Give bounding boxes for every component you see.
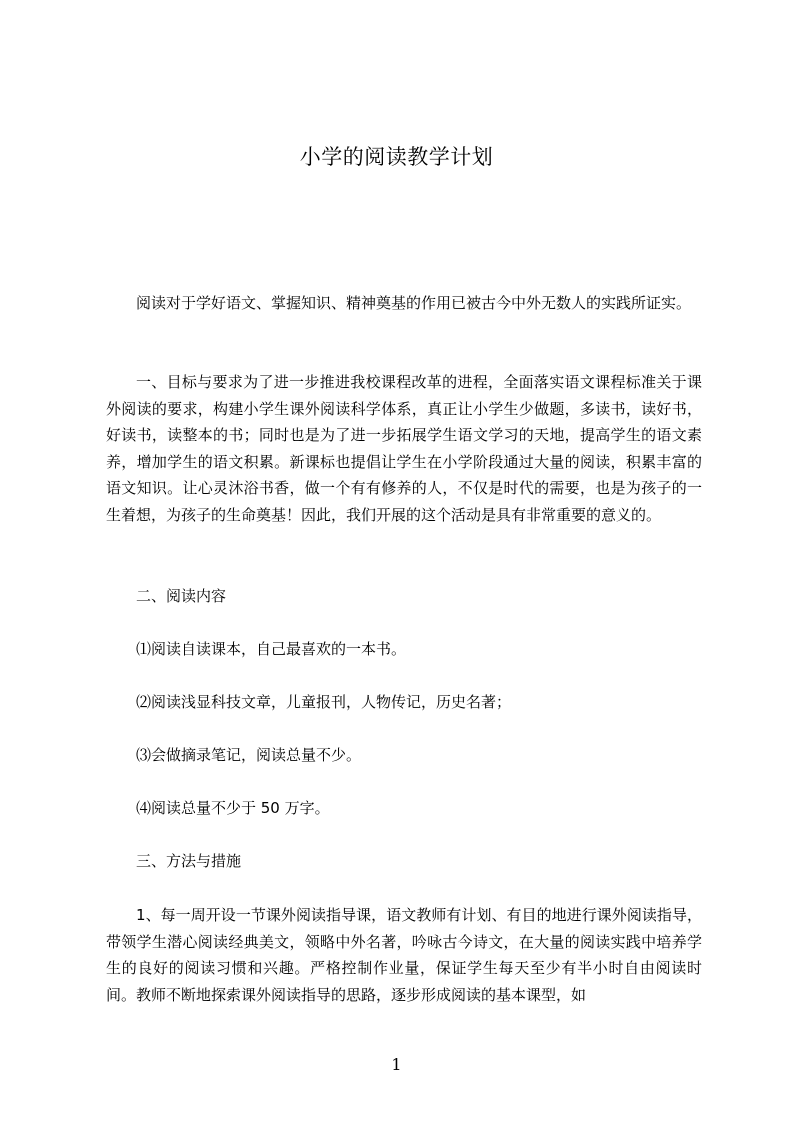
- content-item: ⑶会做摘录笔记，阅读总量不少。: [136, 746, 362, 764]
- document-title: 小学的阅读教学计划: [299, 145, 494, 169]
- reading-content-heading: 二、阅读内容: [136, 587, 227, 605]
- intro-paragraph: 阅读对于学好语文、掌握知识、精神奠基的作用已被古今中外无数人的实践所证实。: [136, 294, 692, 312]
- goals-paragraph: 一、目标与要求为了进一步推进我校课程改革的进程，全面落实语文课程标准关于课外阅读的要求，构建小学生课外阅读科学体系，真正让小学生少做题，多读书，读好书，好读书，读整本的书；同时也是为了进一步拓展学生语文学习的天地，提高学生的语文素养，增加学生的语文积累。新课标也提倡让学生在小学阶段通过大量的阅读，积累丰富的语文知识。让心灵沐浴书香，做一个有有修养的人，不仅是时代的需要，也是为孩子的一生着想，为孩子的生命奠基！因此，我们开展的这个活动是具有非常重要的意义的。: [106, 373, 702, 524]
- content-item: ⑵阅读浅显科技文章，儿童报刊，人物传记，历史名著；: [136, 693, 512, 711]
- page-number: 1: [391, 1055, 402, 1074]
- method-paragraph: 1、每一周开设一节课外阅读指导课，语文教师有计划、有目的地进行课外阅读指导，带领学生潜心阅读经典美文，领略中外名著，吟咏古今诗文，在大量的阅读实践中培养学生的良好的阅读习惯和兴趣。严格控制作业量，保证学生每天至少有半小时自由阅读时间。教师不断地探索课外阅读指导的思路，逐步形成阅读的基本课型，如: [106, 906, 702, 1004]
- content-item: ⑷阅读总量不少于 50 万字。: [136, 799, 330, 817]
- content-item: ⑴阅读自读课本，自己最喜欢的一本书。: [136, 640, 407, 658]
- methods-heading: 三、方法与措施: [136, 852, 242, 870]
